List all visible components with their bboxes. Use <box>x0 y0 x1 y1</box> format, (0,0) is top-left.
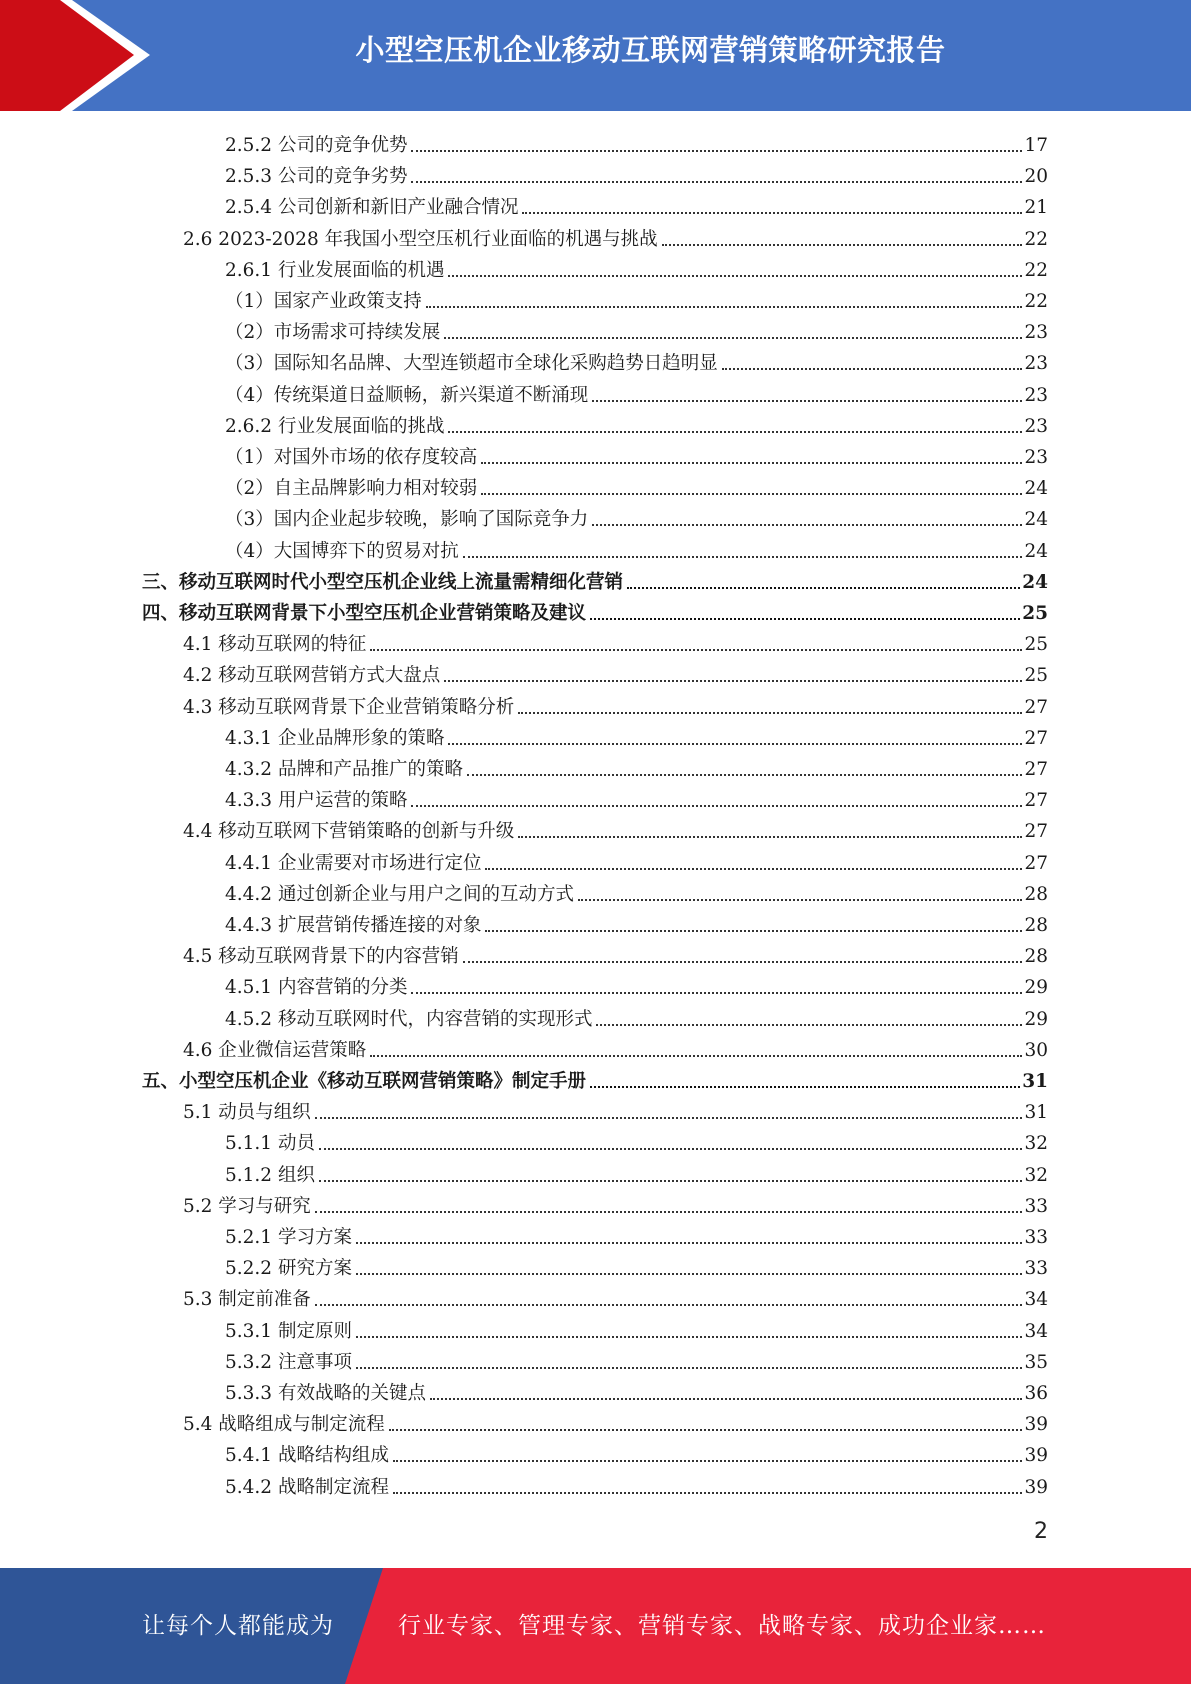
toc-entry-page: 22 <box>1024 259 1048 281</box>
toc-entry[interactable] <box>183 1281 1048 1312</box>
toc-dot-leader <box>411 181 1022 183</box>
toc-entry-page: 23 <box>1024 322 1048 344</box>
toc-entry-page: 23 <box>1024 415 1048 437</box>
toc-entry-page: 27 <box>1024 727 1048 749</box>
toc-entry-title: （4）大国博弈下的贸易对抗 <box>225 540 459 562</box>
toc-entry-title: 5.2 学习与研究 <box>183 1195 311 1217</box>
toc-entry-title: （2）自主品牌影响力相对较弱 <box>225 478 478 500</box>
toc-entry[interactable] <box>183 813 1048 844</box>
toc-entry-title: （3）国际知名品牌、大型连锁超市全球化采购趋势日趋明显 <box>225 353 718 375</box>
toc-dot-leader <box>356 1336 1023 1338</box>
toc-dot-leader <box>356 1242 1023 1244</box>
toc-entry[interactable] <box>225 1125 1048 1156</box>
toc-entry-title: 5.1 动员与组织 <box>183 1102 311 1124</box>
toc-entry-page: 29 <box>1024 977 1048 999</box>
toc-entry[interactable] <box>225 1437 1048 1468</box>
toc-dot-leader <box>518 836 1022 838</box>
toc-dot-leader <box>356 1273 1023 1275</box>
toc-entry-page: 22 <box>1024 228 1048 250</box>
toc-entry-page: 32 <box>1024 1164 1048 1186</box>
toc-dot-leader <box>485 930 1022 932</box>
toc-dot-leader <box>411 150 1022 152</box>
toc-entry[interactable] <box>225 1344 1048 1375</box>
toc-entry[interactable] <box>183 626 1048 657</box>
toc-dot-leader <box>592 524 1022 526</box>
toc-entry[interactable] <box>183 221 1048 252</box>
toc-entry-page: 39 <box>1024 1476 1048 1498</box>
toc-dot-leader <box>485 868 1022 870</box>
toc-entry-title: 五、小型空压机企业《移动互联网营销策略》制定手册 <box>142 1071 587 1092</box>
toc-entry-page: 31 <box>1022 1071 1048 1092</box>
toc-dot-leader <box>370 1055 1022 1057</box>
toc-entry-page: 28 <box>1024 946 1048 968</box>
toc-dot-leader <box>481 462 1022 464</box>
toc-entry-title: 5.1.2 组织 <box>225 1164 315 1186</box>
toc-dot-leader <box>315 1211 1023 1213</box>
toc-dot-leader <box>481 493 1022 495</box>
toc-dot-leader <box>370 649 1022 651</box>
toc-entry[interactable] <box>225 751 1048 782</box>
toc-entry[interactable] <box>225 345 1048 376</box>
toc-entry-title: 4.4.1 企业需要对市场进行定位 <box>225 852 482 874</box>
toc-entry[interactable] <box>225 189 1048 220</box>
toc-entry-page: 28 <box>1024 883 1048 905</box>
toc-dot-leader <box>590 1086 1020 1088</box>
toc-dot-leader <box>444 680 1022 682</box>
toc-entry-title: 4.5 移动互联网背景下的内容营销 <box>183 946 459 968</box>
toc-entry-title: 4.3.2 品牌和产品推广的策略 <box>225 759 463 780</box>
toc-entry-title: 2.5.2 公司的竞争优势 <box>225 135 408 156</box>
toc-dot-leader <box>393 1492 1022 1494</box>
toc-entry-page: 24 <box>1022 571 1048 593</box>
toc-entry-title: 4.2 移动互联网营销方式大盘点 <box>183 665 441 687</box>
toc-dot-leader <box>448 431 1022 433</box>
toc-entry-page: 30 <box>1024 1039 1048 1061</box>
toc-entry-title: 5.4 战略组成与制定流程 <box>183 1414 385 1436</box>
toc-entry-title: 4.3.1 企业品牌形象的策略 <box>225 727 445 749</box>
toc-entry-page: 23 <box>1024 384 1048 406</box>
toc-entry[interactable] <box>225 1157 1048 1188</box>
toc-entry-title: 5.3 制定前准备 <box>183 1289 311 1311</box>
toc-dot-leader <box>411 805 1022 807</box>
toc-entry-page: 32 <box>1024 1133 1048 1155</box>
toc-entry-title: （1）国家产业政策支持 <box>225 291 422 312</box>
toc-entry[interactable] <box>225 1375 1048 1406</box>
toc-dot-leader <box>319 1148 1023 1150</box>
toc-entry[interactable] <box>225 158 1048 189</box>
toc-dot-leader <box>393 1460 1022 1462</box>
toc-entry[interactable] <box>183 1032 1048 1063</box>
toc-dot-leader <box>522 212 1022 214</box>
toc-entry[interactable] <box>142 564 1048 595</box>
toc-entry-title: 5.3.3 有效战略的关键点 <box>225 1383 426 1404</box>
toc-entry-page: 33 <box>1024 1258 1048 1280</box>
toc-entry[interactable] <box>183 689 1048 720</box>
footer-slogan-left: 让每个人都能成为 <box>142 1613 334 1639</box>
toc-dot-leader <box>463 556 1023 558</box>
toc-entry-title: 2.5.4 公司创新和新旧产业融合情况 <box>225 197 519 219</box>
toc-entry-title: 4.4 移动互联网下营销策略的创新与升级 <box>183 821 515 843</box>
toc-entry-title: 5.3.2 注意事项 <box>225 1351 352 1373</box>
toc-entry-title: （4）传统渠道日益顺畅，新兴渠道不断涌现 <box>225 384 589 406</box>
toc-entry-title: 2.5.3 公司的竞争劣势 <box>225 166 408 188</box>
toc-entry-page: 25 <box>1024 665 1048 687</box>
toc-entry-title: 4.5.1 内容营销的分类 <box>225 977 408 999</box>
toc-entry-page: 20 <box>1024 166 1048 188</box>
toc-entry[interactable] <box>225 408 1048 439</box>
toc-entry-page: 22 <box>1024 291 1048 312</box>
toc-dot-leader <box>627 587 1020 589</box>
toc-entry-page: 35 <box>1024 1351 1048 1373</box>
toc-entry-page: 28 <box>1024 915 1048 936</box>
toc-entry[interactable] <box>225 533 1048 564</box>
toc-entry-title: 5.4.1 战略结构组成 <box>225 1445 389 1467</box>
toc-dot-leader <box>662 244 1023 246</box>
toc-entry-page: 34 <box>1024 1320 1048 1342</box>
toc-entry-title: （2）市场需求可持续发展 <box>225 322 441 344</box>
toc-entry-title: 2.6 2023-2028 年我国小型空压机行业面临的机遇与挑战 <box>183 228 658 250</box>
page-header <box>0 0 1191 111</box>
toc-entry-page: 24 <box>1024 509 1048 531</box>
toc-dot-leader <box>444 337 1022 339</box>
toc-entry-page: 27 <box>1024 821 1048 843</box>
toc-entry-title: 5.2.2 研究方案 <box>225 1258 352 1280</box>
toc-entry-page: 23 <box>1024 447 1048 468</box>
toc-entry-title: 4.1 移动互联网的特征 <box>183 634 367 656</box>
toc-dot-leader <box>356 1367 1023 1369</box>
document-title: 小型空压机企业移动互联网营销策略研究报告 <box>355 33 946 67</box>
toc-entry-title: 三、移动互联网时代小型空压机企业线上流量需精细化营销 <box>142 571 624 593</box>
toc-entry-title: 4.3.3 用户运营的策略 <box>225 790 408 812</box>
toc-entry-title: 4.4.2 通过创新企业与用户之间的互动方式 <box>225 883 574 905</box>
toc-entry-page: 39 <box>1024 1445 1048 1467</box>
toc-entry[interactable] <box>225 845 1048 876</box>
toc-entry-title: 4.3 移动互联网背景下企业营销策略分析 <box>183 696 515 718</box>
toc-dot-leader <box>319 1180 1023 1182</box>
toc-entry[interactable] <box>225 501 1048 532</box>
toc-entry-title: 5.2.1 学习方案 <box>225 1227 352 1248</box>
toc-dot-leader <box>463 961 1023 963</box>
toc-entry-title: 5.1.1 动员 <box>225 1133 315 1155</box>
toc-dot-leader <box>426 306 1023 308</box>
toc-entry[interactable] <box>225 470 1048 501</box>
toc-entry-title: （3）国内企业起步较晚，影响了国际竞争力 <box>225 509 589 531</box>
page-number: 2 <box>1034 1519 1048 1544</box>
toc-entry[interactable] <box>225 720 1048 751</box>
toc-entry[interactable] <box>225 252 1048 283</box>
toc-entry[interactable] <box>225 127 1048 158</box>
toc-dot-leader <box>592 400 1022 402</box>
toc-entry-page: 39 <box>1024 1414 1048 1436</box>
toc-entry[interactable] <box>183 1094 1048 1125</box>
toc-entry[interactable] <box>225 283 1048 314</box>
toc-entry-page: 21 <box>1024 197 1048 219</box>
toc-entry[interactable] <box>225 969 1048 1000</box>
toc-dot-leader <box>315 1304 1023 1306</box>
toc-dot-leader <box>448 275 1022 277</box>
toc-entry[interactable] <box>225 1250 1048 1281</box>
toc-entry[interactable] <box>225 782 1048 813</box>
toc-entry-page: 24 <box>1024 478 1048 500</box>
toc-entry-title: 4.5.2 移动互联网时代，内容营销的实现形式 <box>225 1008 593 1030</box>
toc-entry-page: 31 <box>1024 1102 1048 1124</box>
toc-entry[interactable] <box>225 1313 1048 1344</box>
toc-entry[interactable] <box>142 1063 1048 1094</box>
toc-entry-page: 23 <box>1024 353 1048 375</box>
toc-dot-leader <box>518 712 1022 714</box>
toc-dot-leader <box>590 618 1020 620</box>
toc-entry[interactable] <box>225 314 1048 345</box>
toc-entry-page: 27 <box>1024 696 1048 718</box>
toc-entry-title: 4.6 企业微信运营策略 <box>183 1039 367 1061</box>
toc-entry[interactable] <box>183 938 1048 969</box>
toc-entry[interactable] <box>225 439 1048 470</box>
toc-entry-title: 2.6.2 行业发展面临的挑战 <box>225 415 445 437</box>
toc-entry-page: 33 <box>1024 1227 1048 1248</box>
toc-entry[interactable] <box>225 907 1048 938</box>
footer-slogan-right: 行业专家、管理专家、营销专家、战略专家、成功企业家…… <box>398 1613 1046 1639</box>
toc-entry[interactable] <box>225 1001 1048 1032</box>
toc-dot-leader <box>389 1429 1023 1431</box>
toc-entry[interactable] <box>225 1219 1048 1250</box>
toc-dot-leader <box>722 368 1023 370</box>
toc-entry-title: 2.6.1 行业发展面临的机遇 <box>225 259 445 281</box>
toc-entry-page: 36 <box>1024 1383 1048 1404</box>
toc-entry-page: 17 <box>1024 135 1048 156</box>
toc-entry-title: 5.3.1 制定原则 <box>225 1320 352 1342</box>
toc-entry-page: 34 <box>1024 1289 1048 1311</box>
toc-dot-leader <box>430 1398 1022 1400</box>
toc-dot-leader <box>448 743 1022 745</box>
toc-entry[interactable] <box>183 1406 1048 1437</box>
toc-dot-leader <box>411 992 1022 994</box>
toc-entry[interactable] <box>225 1469 1048 1500</box>
toc-dot-leader <box>315 1117 1023 1119</box>
toc-entry[interactable] <box>183 1188 1048 1219</box>
toc-entry-page: 25 <box>1024 634 1048 656</box>
toc-entry-page: 29 <box>1024 1008 1048 1030</box>
toc-entry-title: 4.4.3 扩展营销传播连接的对象 <box>225 915 482 936</box>
toc-dot-leader <box>596 1024 1022 1026</box>
toc-entry-page: 27 <box>1024 852 1048 874</box>
toc-dot-leader <box>467 774 1022 776</box>
toc-dot-leader <box>578 899 1022 901</box>
toc-entry-title: 5.4.2 战略制定流程 <box>225 1476 389 1498</box>
toc-entry-page: 27 <box>1024 790 1048 812</box>
toc-entry[interactable] <box>225 377 1048 408</box>
toc-entry[interactable] <box>183 657 1048 688</box>
toc-entry-page: 33 <box>1024 1195 1048 1217</box>
toc-entry-title: 四、移动互联网背景下小型空压机企业营销策略及建议 <box>142 603 587 624</box>
toc-entry-page: 25 <box>1022 603 1048 624</box>
toc-entry-page: 27 <box>1024 759 1048 780</box>
toc-entry-page: 24 <box>1024 540 1048 562</box>
page-footer <box>0 1568 1191 1684</box>
toc-entry[interactable] <box>225 876 1048 907</box>
toc-entry[interactable] <box>142 595 1048 626</box>
toc-entry-title: （1）对国外市场的依存度较高 <box>225 447 478 468</box>
